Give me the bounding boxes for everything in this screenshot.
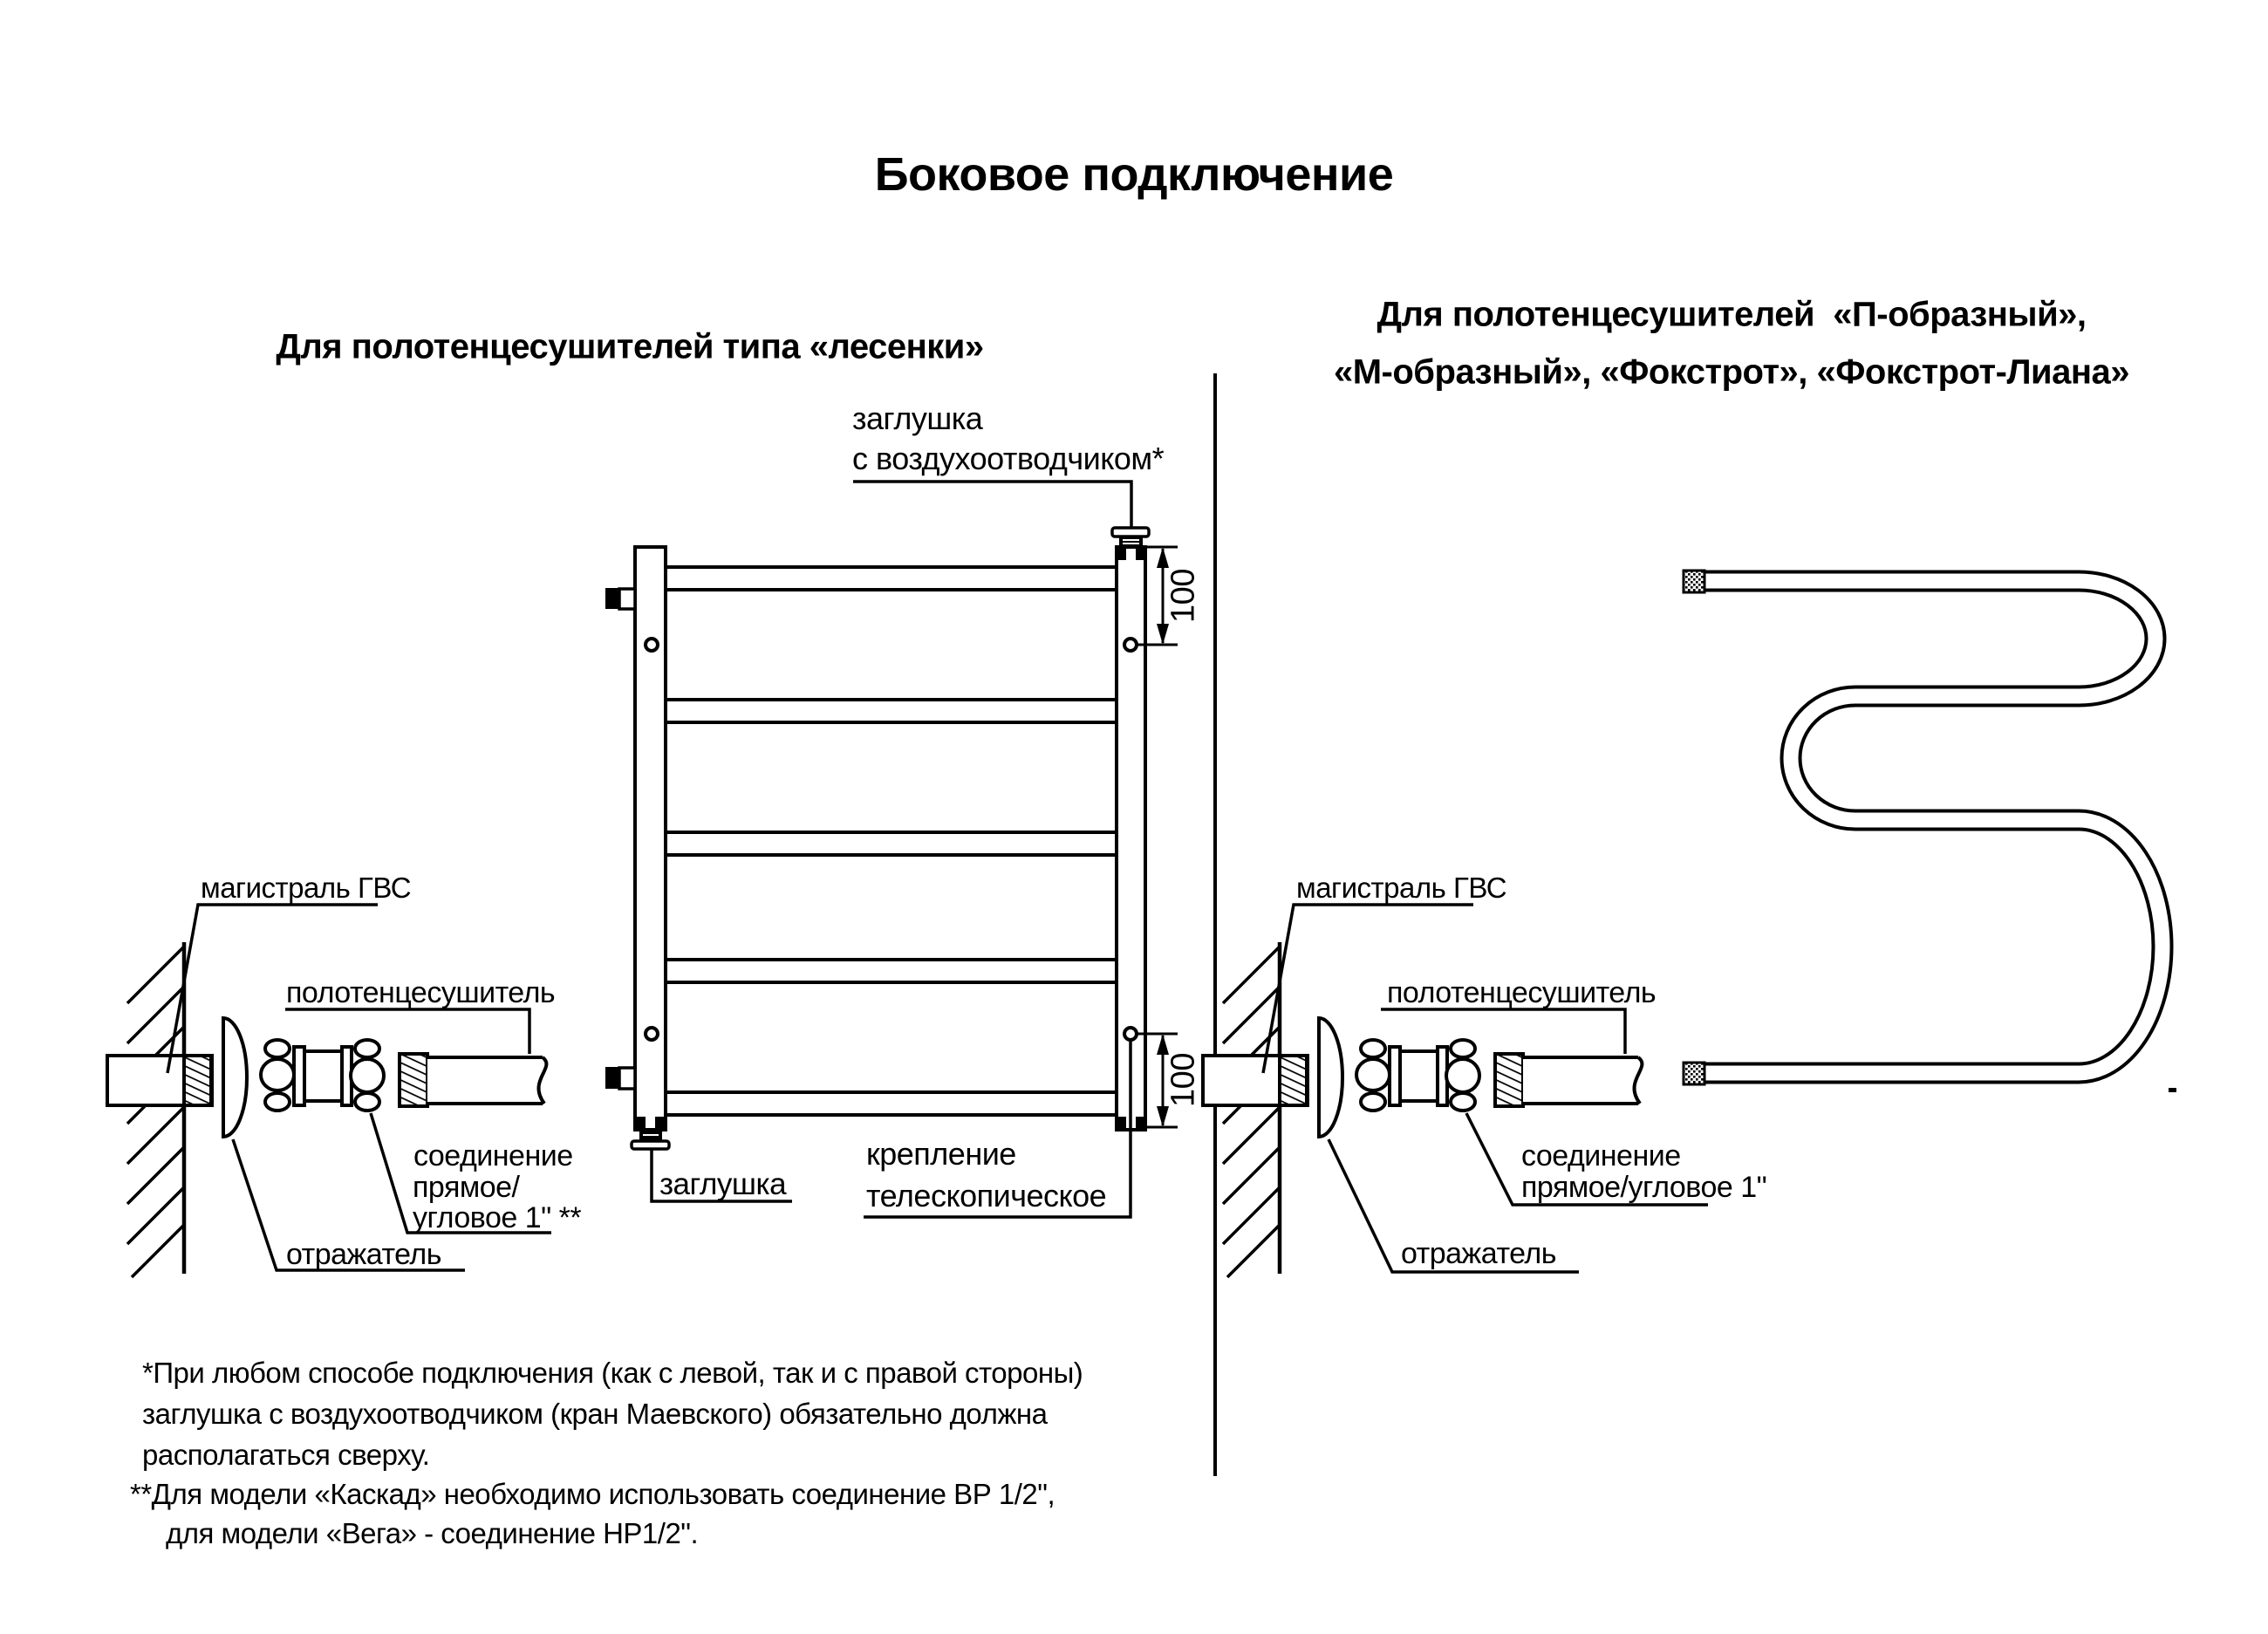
right-section-header-line1: Для полотенцесушителей «П-образный», xyxy=(1377,295,2087,334)
mount-label-line2: телескопическое xyxy=(866,1178,1107,1214)
mount-label-line1: крепление xyxy=(866,1136,1016,1172)
left-towel-rail-label: полотенцесушитель xyxy=(286,976,556,1009)
dim-bottom-label: 100 xyxy=(1165,1053,1202,1107)
right-supply-main-label: магистраль ГВС xyxy=(1296,872,1507,904)
towel-rail-leader xyxy=(1381,1009,1625,1054)
bottom-plug-label: заглушка xyxy=(659,1167,787,1201)
ladder-towel-rail xyxy=(605,482,1178,1217)
air-vent-cap xyxy=(1112,528,1149,547)
left-reflector-label: отражатель xyxy=(286,1238,441,1271)
serpentine-end-bottom xyxy=(1684,1063,1704,1084)
right-towel-rail-label: полотенцесушитель xyxy=(1387,976,1657,1009)
footnote-line-2: заглушка с воздухоотводчиком (кран Маевского) обязательно должна xyxy=(142,1398,1048,1430)
left-section-header: Для полотенцесушителей типа «лесенки» xyxy=(276,327,984,366)
left-connection-label-line2: прямое/ xyxy=(413,1171,520,1204)
ladder-left-collector xyxy=(635,547,666,1130)
left-connection-label-line1: соединение xyxy=(413,1139,573,1173)
right-connection-label-line2: прямое/угловое 1" xyxy=(1521,1171,1767,1204)
left-connection-label-line3: угловое 1" ** xyxy=(413,1201,582,1234)
footnote-line-1: *При любом способе подключения (как с левой, так и с правой стороны) xyxy=(142,1357,1083,1389)
air-plug-leader xyxy=(853,482,1131,527)
footnote-line-5: для модели «Вега» - соединение НР1/2". xyxy=(166,1517,699,1549)
page-title: Боковое подключение xyxy=(874,147,1394,201)
towel-rail-leader xyxy=(285,1009,529,1054)
serpentine-end-top xyxy=(1684,571,1704,592)
side-connection-stub-top xyxy=(605,588,635,609)
ladder-rungs xyxy=(654,567,1131,1115)
right-connection-label-line1: соединение xyxy=(1521,1139,1681,1173)
right-reflector-label: отражатель xyxy=(1401,1237,1556,1270)
footnote-line-4: **Для модели «Каскад» необходимо использовать соединение ВР 1/2", xyxy=(130,1478,1055,1510)
serpentine-towel-rail xyxy=(1684,571,2176,1092)
bottom-plug-cap xyxy=(632,1131,669,1149)
dim-top-label: 100 xyxy=(1165,569,1202,623)
left-supply-main-label: магистраль ГВС xyxy=(201,872,412,904)
air-plug-label-line1: заглушка xyxy=(852,400,983,436)
air-plug-label-line2: с воздухоотводчиком* xyxy=(852,441,1165,476)
side-connection-stub-bottom xyxy=(605,1067,635,1089)
dot-mark xyxy=(2169,1088,2176,1092)
footnote-line-3: располагаться сверху. xyxy=(142,1439,430,1471)
right-section-header-line2: «М-образный», «Фокстрот», «Фокстрот-Лиана» xyxy=(1333,352,2130,392)
